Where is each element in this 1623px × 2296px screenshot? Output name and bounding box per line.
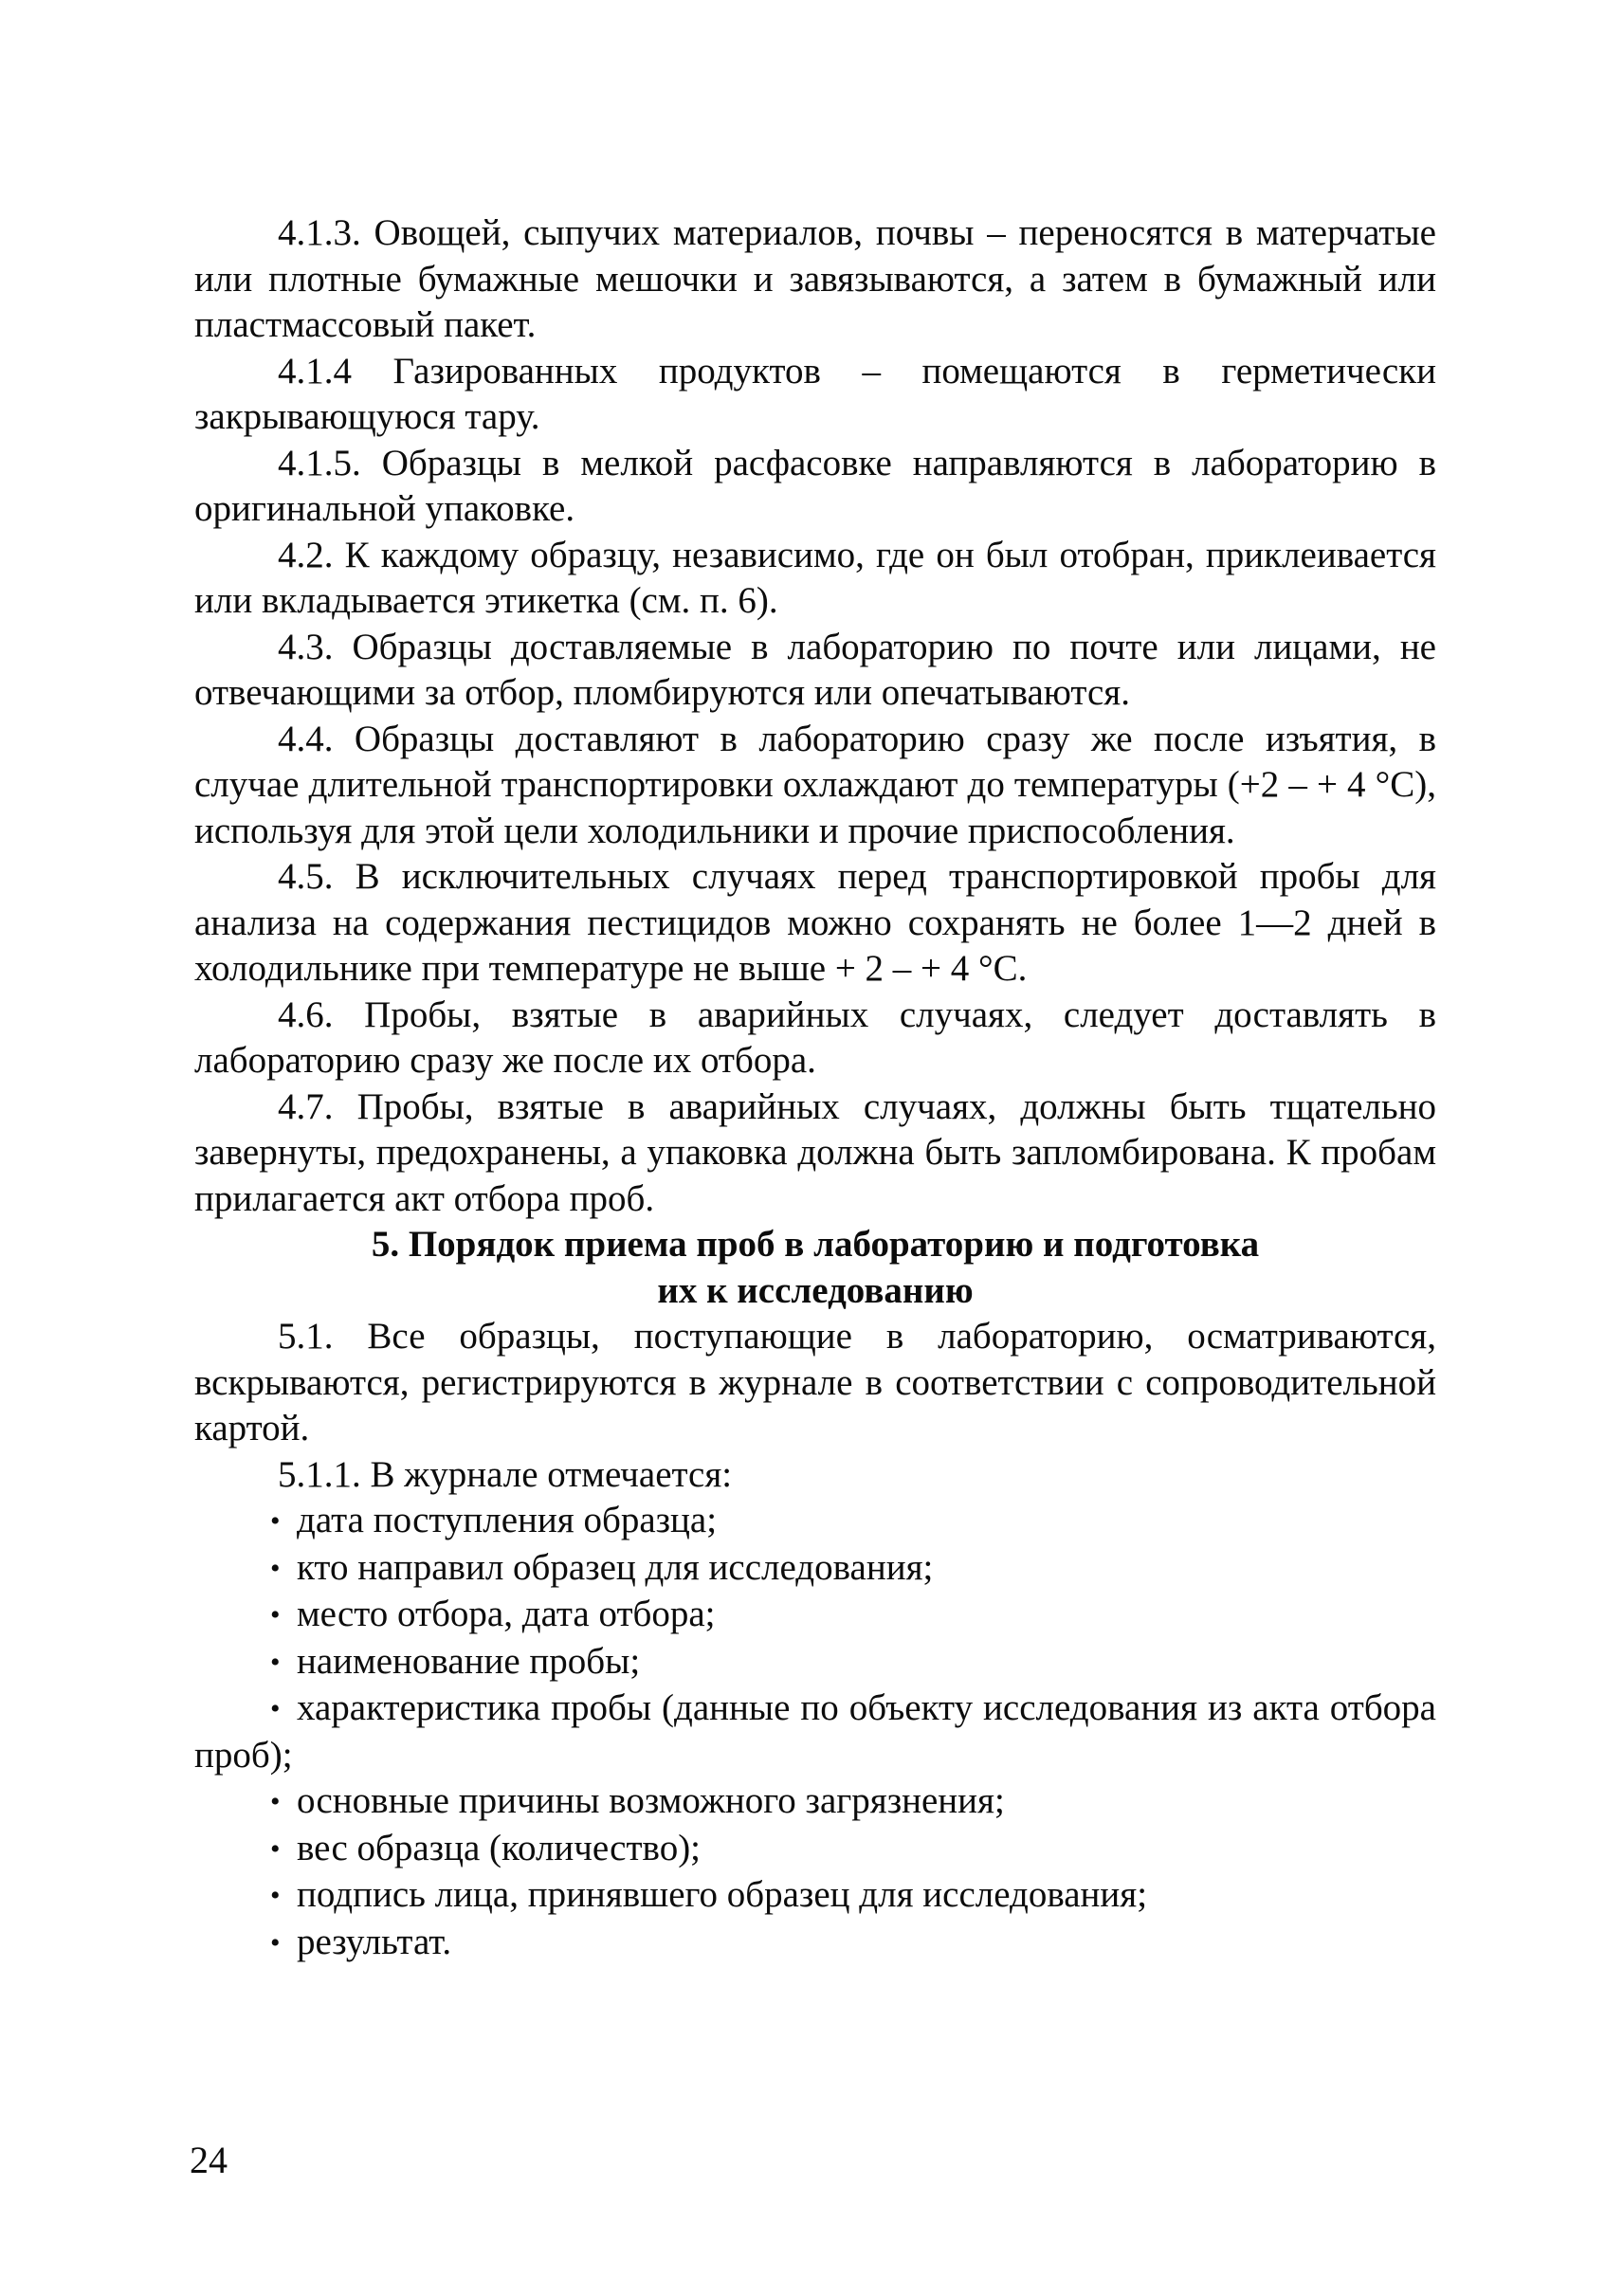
journal-items-list (194, 1498, 1436, 1966)
list-item-text: наименование пробы; (297, 1640, 641, 1682)
list-item (194, 1872, 1436, 1920)
section-heading-line-2: их к исследованию (657, 1269, 974, 1311)
list-item (194, 1826, 1436, 1873)
list-item (194, 1920, 1436, 1967)
bullet-icon: • (270, 1926, 281, 1959)
paragraph-4-1-4: 4.1.4 Газированных продуктов – помещаются в герметически закрывающуюся тару. (194, 350, 1436, 437)
paragraph-4-2: 4.2. К каждому образцу, независимо, где он был отобран, приклеивается или вкладывается этикетка (см. п. 6). (194, 534, 1436, 621)
list-item-text: характеристика пробы (данные по объекту исследования из акта отбора проб); (194, 1687, 1436, 1776)
paragraph-5-1: 5.1. Все образцы, поступающие в лабораторию, осматриваются, вскрываются, регистрируются в журнале в соответствии с сопроводительной картой. (194, 1316, 1436, 1449)
paragraph-4-6: 4.6. Пробы, взятые в аварийных случаях, следует доставлять в лабораторию сразу же после их отбора. (194, 993, 1436, 1081)
section-heading-line-1: 5. Порядок приема проб в лабораторию и подготовка (371, 1224, 1260, 1265)
paragraph-4-1-3: 4.1.3. Овощей, сыпучих материалов, почвы – переносятся в матерчатые или плотные бумажные мешочки и завязываются, а затем в бумажный или пластмассовый пакет. (194, 212, 1436, 345)
list-item-text: результат. (297, 1921, 452, 1962)
list-item (194, 1545, 1436, 1593)
list-item (194, 1778, 1436, 1826)
paragraph-4-3: 4.3. Образцы доставляемые в лабораторию по почте или лицами, не отвечающими за отбор, пломбируются или опечатываются. (194, 626, 1436, 713)
list-item-text: дата поступления образца; (297, 1500, 718, 1540)
paragraph-4-4: 4.4. Образцы доставляют в лабораторию сразу же после изъятия, в случае длительной транспортировки охлаждают до температуры (+2 – + 4 °С), используя для этой цели холодильники и прочие приспособления. (194, 718, 1436, 851)
paragraph-5-1-1: 5.1.1. В журнале отмечается: (278, 1453, 733, 1495)
bullet-icon: • (270, 1646, 281, 1678)
paragraph-4-1-5: 4.1.5. Образцы в мелкой расфасовке направляются в лабораторию в оригинальной упаковке. (194, 442, 1436, 529)
list-item-text: вес образца (количество); (297, 1827, 702, 1868)
list-item (194, 1592, 1436, 1639)
list-item (194, 1498, 1436, 1545)
paragraph-4-5: 4.5. В исключительных случаях перед транспортировкой пробы для анализа на содержания пестицидов можно сохранять не более 1—2 дней в холодильнике при температуре не выше + 2 – + 4 °С. (194, 856, 1436, 989)
list-item-text: подпись лица, принявшего образец для исследования; (297, 1874, 1148, 1915)
list-item (194, 1639, 1436, 1686)
list-item-text: кто направил образец для исследования; (297, 1546, 934, 1588)
bullet-icon: • (270, 1786, 281, 1817)
section-heading (194, 1222, 1436, 1314)
page-number: 24 (190, 2139, 228, 2181)
list-item (194, 1686, 1436, 1778)
bullet-icon: • (270, 1880, 281, 1911)
paragraph-4-7: 4.7. Пробы, взятые в аварийных случаях, должны быть тщательно завернуты, предохранены, а упаковка должна быть запломбирована. К пробам прилагается акт отбора проб. (194, 1085, 1436, 1219)
list-item-text: основные причины возможного загрязнения; (297, 1780, 1005, 1821)
document-page (194, 210, 1436, 1966)
bullet-icon: • (270, 1552, 281, 1584)
bullet-icon: • (270, 1832, 281, 1865)
list-item-text: место отбора, дата отбора; (297, 1594, 716, 1634)
bullet-icon: • (270, 1693, 281, 1724)
bullet-icon: • (270, 1505, 281, 1537)
bullet-icon: • (270, 1599, 281, 1631)
